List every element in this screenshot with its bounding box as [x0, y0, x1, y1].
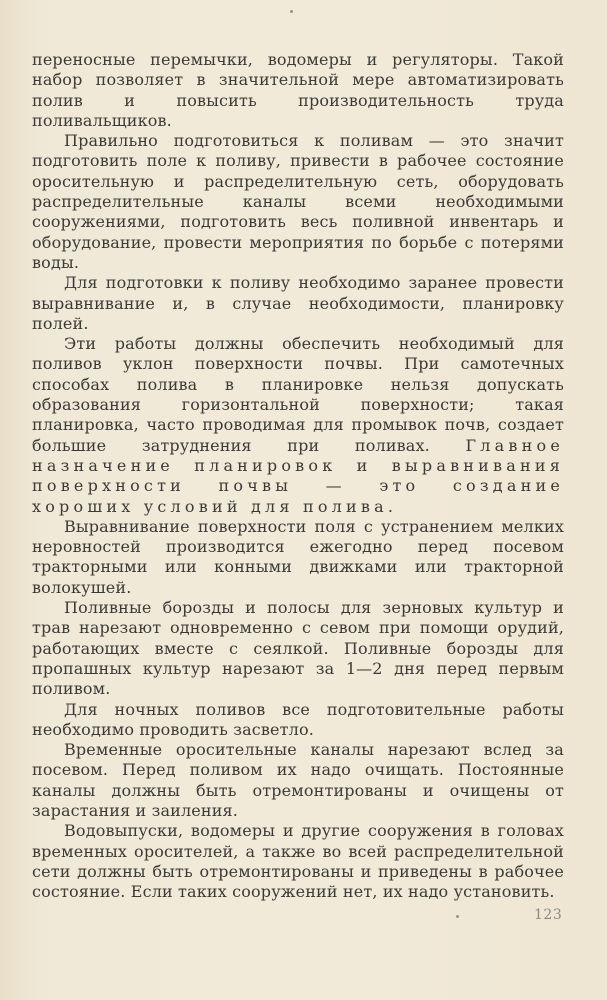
top-speck — [290, 10, 293, 13]
paragraph-2: Правильно подготовиться к поливам — это значит подготовить поле к поливу, привести в рабочее состояние оросительную и распределительную сеть, оборудовать распределительные каналы всеми необходимыми сооружениями, подготовить весь поливной инвентарь и оборудование, провести мероприятия по борьбе с потерями воды. — [32, 131, 564, 272]
paragraph-4-emphasis: Главное назначение планировок и выравнивания поверхности почвы — это создание хороших условий для полива. — [32, 435, 564, 516]
paragraph-4 — [32, 334, 564, 517]
paragraph-4-text: Эти работы должны обеспечить необходимый для поливов уклон поверхности почвы. При самотечных способах полива в планировке нельзя допускать образования горизонтальной поверхности; такая планировка, часто проводимая для промывок почв, создает большие затруднения при поливах. — [32, 334, 564, 455]
bottom-speck — [456, 915, 459, 918]
body-text — [32, 50, 564, 902]
paragraph-3: Для подготовки к поливу необходимо заранее провести выравнивание и, в случае необходимости, планировку полей. — [32, 273, 564, 333]
paragraph-8: Временные оросительные каналы нарезают вслед за посевом. Перед поливом их надо очищать. Постоянные каналы должны быть отремонтированы и очищены от зарастания и заиления. — [32, 740, 564, 820]
paragraph-7: Для ночных поливов все подготовительные работы необходимо проводить засветло. — [32, 699, 564, 739]
paragraph-1: переносные перемычки, водомеры и регуляторы. Такой набор позволяет в значительной мере автоматизировать полив и повысить производительность труда поливальщиков. — [32, 50, 564, 130]
paragraph-5: Выравнивание поверхности поля с устранением мелких неровностей производится ежегодно перед посевом тракторными или конными движками или тракторной волокушей. — [32, 516, 564, 597]
paragraph-6: Поливные борозды и полосы для зерновых культур и трав нарезают одновременно с севом при помощи орудий, работающих вместе с сеялкой. Поливные борозды для пропашных культур нарезают за 1—2 дня перед первым поливом. — [32, 598, 564, 699]
paragraph-9: Водовыпуски, водомеры и другие сооружения в головах временных оросителей, а также во всей распределительной сети должны быть отремонтированы и приведены в рабочее состояние. Если таких сооружений нет, их надо установить. — [32, 821, 564, 902]
page-number: 123 — [534, 907, 563, 923]
